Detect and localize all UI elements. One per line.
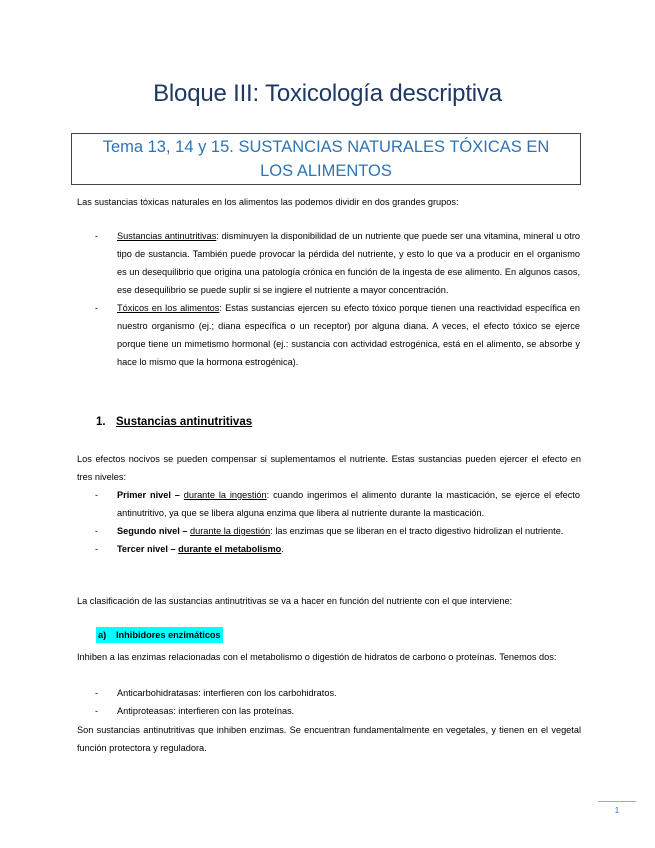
- subsection-title: Inhibidores enzimáticos: [116, 630, 221, 640]
- block-title: Bloque III: Toxicología descriptiva: [153, 80, 502, 107]
- inhibitor-item: Anticarbohidratasas: interfieren con los carbohidratos.: [117, 688, 337, 698]
- level-label: Segundo nivel –: [117, 526, 191, 536]
- level-description: : las enzimas que se liberan en el tracto digestivo hidrolizan el nutriente.: [270, 526, 564, 536]
- list-item: [95, 540, 580, 558]
- section-paragraph: Los efectos nocivos se pueden compensar si suplementamos el nutriente. Estas sustancias pueden ejercer el efecto en tres niveles:: [77, 454, 581, 482]
- list-item: [95, 486, 580, 522]
- subsection-paragraph: Inhiben a las enzimas relacionadas con el metabolismo o digestión de hidratos de carbono o proteínas. Tenemos dos:: [77, 652, 557, 662]
- list-item: [95, 227, 580, 299]
- inhibitors-list: [95, 684, 580, 720]
- bullet-dash: -: [95, 231, 99, 241]
- bullet-dash: -: [95, 303, 99, 313]
- list-item: [95, 299, 580, 371]
- topic-title-box: [71, 133, 581, 185]
- inhibitor-item: Antiproteasas: interfieren con las proteínas.: [117, 706, 295, 716]
- term-toxics: Tóxicos en los alimentos: [117, 303, 220, 313]
- subsection-number: a): [98, 630, 107, 640]
- level-label: Primer nivel –: [117, 490, 184, 500]
- groups-list: [95, 227, 580, 371]
- level-term: durante la digestión: [190, 526, 271, 536]
- intro-paragraph: Las sustancias tóxicas naturales en los alimentos las podemos dividir en dos grandes grupos:: [77, 197, 459, 207]
- list-item: [95, 702, 580, 720]
- closing-paragraph: Son sustancias antinutritivas que inhiben enzimas. Se encuentran fundamentalmente en vegetales, y tienen en el vegetal función protectora y reguladora.: [77, 725, 581, 753]
- classification-paragraph: La clasificación de las sustancias antinutritivas se va a hacer en función del nutriente con el que interviene:: [77, 596, 513, 606]
- levels-list: [95, 486, 580, 558]
- topic-title: Tema 13, 14 y 15. SUSTANCIAS NATURALES TÓXICAS EN LOS ALIMENTOS: [102, 138, 550, 180]
- term-description: : disminuyen la disponibilidad de un nutriente que puede ser una vitamina, mineral u otro tipo de sustancia. También puede provocar la pérdida del nutriente, y esto lo que va a producir en el organismo es un desequilibrio que origina una patología crónica en función de la ingesta de ese alimento. En algunos casos, ese desequilibrio se puede suplir si se ingiere el nutriente a mayor concentración.: [117, 231, 580, 295]
- page-number: 1: [614, 806, 620, 815]
- section-heading: [96, 416, 252, 428]
- list-item: [95, 522, 580, 540]
- bullet-dash: -: [95, 706, 99, 716]
- bullet-dash: -: [95, 688, 99, 698]
- level-label: Tercer nivel –: [117, 544, 179, 554]
- level-description: .: [281, 544, 284, 554]
- level-term: durante la ingestión: [183, 490, 267, 500]
- term-antinutritive: Sustancias antinutritivas: [117, 231, 217, 241]
- level-term: durante el metabolismo: [178, 544, 282, 554]
- level-description: : cuando ingerimos el alimento durante la masticación, se ejerce el efecto antinutritivo, ya que se libera alguna enzima que libera al nutriente durante la masticación.: [117, 490, 580, 518]
- bullet-dash: -: [95, 526, 99, 536]
- list-item: [95, 684, 580, 702]
- footer-divider: [598, 801, 636, 802]
- bullet-dash: -: [95, 490, 99, 500]
- section-number: 1.: [96, 416, 106, 428]
- section-title: Sustancias antinutritivas: [116, 416, 253, 428]
- term-description: : Estas sustancias ejercen su efecto tóxico porque tienen una reactividad específica en nuestro organismo (ej.; diana específica o un receptor) por alguna diana. A veces, el efecto tóxico se ejerce porque tiene un mimetismo hormonal (ej.: sustancia con actividad estrogénica, está en el alimento, se absorbe y hace lo mismo que la hormona estrogénica).: [117, 303, 580, 367]
- bullet-dash: -: [95, 544, 99, 554]
- subsection-heading: [96, 627, 223, 643]
